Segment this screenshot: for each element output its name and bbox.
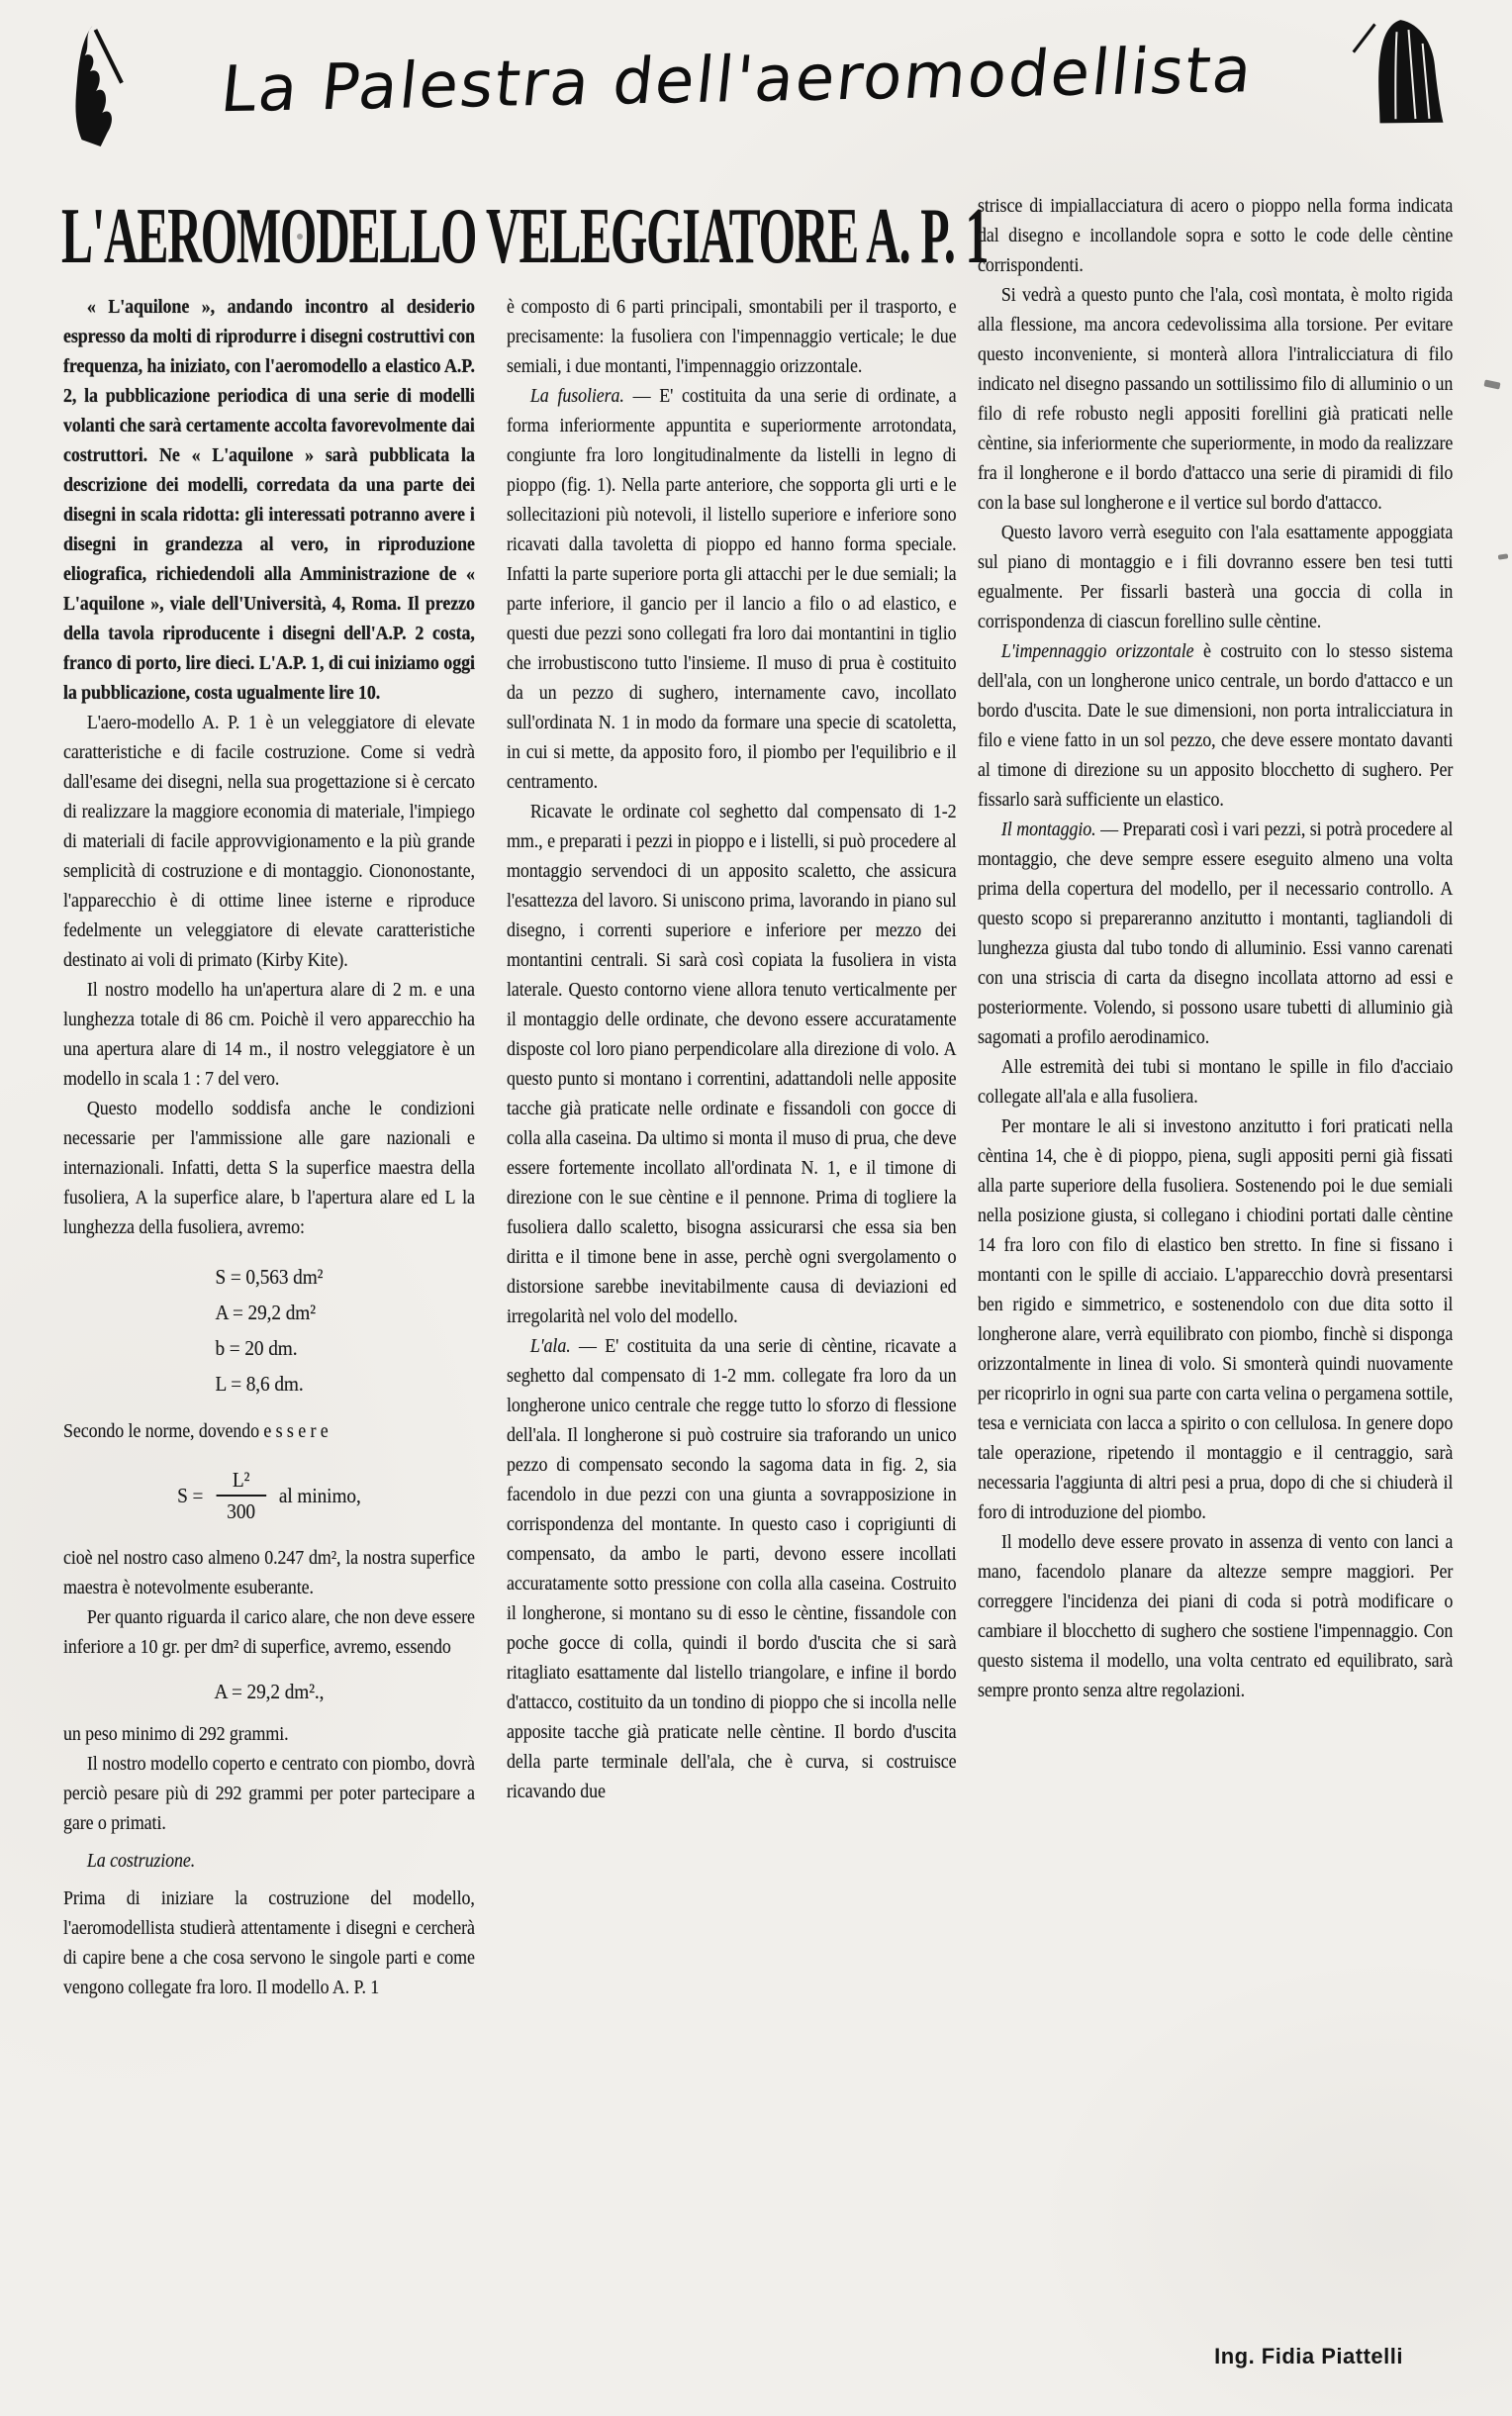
scan-artifact	[1498, 553, 1509, 559]
formula-block	[63, 1259, 475, 1401]
masthead-left-figure-ornament	[62, 21, 125, 153]
text-column-3	[978, 192, 1453, 2350]
masthead-title: La Palestra dell'aeromodellista	[217, 34, 1258, 128]
body-paragraph: « L'aquilone », andando incontro al desiderio espresso da molti di riprodurre i disegni costruttivi con frequenza, ha iniziato, con l'aeromodello a elastico A.P. 2, la pubblicazione periodica di una serie di modelli volanti che sarà certamente accolta favorevolmente dai costruttori. Ne « L'aquilone » sarà pubblicata la descrizione dei modelli, corredata da una parte dei disegni in scala ridotta: gli interessati potranno avere i disegni in grandezza al vero, in riproduzione eliografica, richiedendoli alla Amministrazione de « L'aquilone », viale dell'Università, 4, Roma. Il prezzo della tavola riproducente i disegni dell'A.P. 2 costa, franco di porto, lire dieci. L'A.P. 1, di cui iniziamo oggi la pubblicazione, costa ugualmente lire 10.	[63, 297, 475, 704]
body-paragraph: La fusoliera. — E' costituita da una serie di ordinate, a forma inferiormente appuntita e superiormente arrotondata, congiunte fra loro longitudinalmente da listelli in legno di pioppo (fig. 1). Nella parte anteriore, che sopporta gli urti e le sollecitazioni più notevoli, il listello superiore e inferiore sono ricavati dalla tavoletta di pioppo ed hanno forma speciale. Infatti la parte superiore porta gli attacchi per le due semiali; la parte inferiore, il gancio per il lancio a filo o ad elastico, e questi due pezzi sono collegati fra loro dai montantini in tiglio che irrobustiscono tutto l'insieme. Il muso di prua è costituito da un pezzo di sughero, internamente cavo, incollato sull'ordinata N. 1 in modo da formare una specie di scatoletta, in cui si mette, da apposito foro, il piombo per l'equilibrio e il centramento.	[507, 386, 957, 793]
body-paragraph: cioè nel nostro caso almeno 0.247 dm², la nostra superfice maestra è notevolmente esuberante.	[63, 1548, 475, 1598]
body-paragraph: Per montare le ali si investono anzitutto i fori praticati nella cèntina 14, che è di pioppo, piena, sugli appositi perni già fissati alla parte superiore della fusoliera. Sostenendo poi le due semiali nella posizione giusta, si collegano i chiodini portati dalle cèntine 14 fra loro con filo di elastico ben stretto. In fine si fissano i montanti con le spille di acciaio. L'apparecchio dovrà presentarsi ben rigido e simmetrico, e sostenendolo con due dita sotto il longherone alare, verrà equilibrato con piombo, finchè si disponga orizzontalmente in linea di volo. Si smonterà quindi nuovamente per ricoprirlo in ogni sua parte con carta velina o pergamena sottile, tesa e verniciata con lacca a spirito o con cellulosa. In genere dopo tale operazione, ripetendo il montaggio e il centraggio, sarà necessaria l'aggiunta di altri pesi a prua, dopo di che si chiuderà il foro di introduzione del piombo.	[978, 1116, 1454, 1523]
text-column-2	[507, 293, 956, 2416]
formula-line: b = 20 dm.	[215, 1336, 298, 1360]
body-paragraph: Alle estremità dei tubi si montano le spille in filo d'acciaio collegate all'ala e alla fusoliera.	[978, 1057, 1454, 1108]
body-paragraph: L'aero-modello A. P. 1 è un veleggiatore di elevate caratteristiche e di facile costruzione. Come si vedrà dall'esame dei disegni, nella sua progettazione si è cercato di realizzare la maggiore economia di materiale, l'impiego di materiali di facile approvvigionamento e la più grande semplicità di costruzione e di montaggio. Ciononostante, l'apparecchio è di ottime linee isterne e riproduce fedelmente un veleggiatore di elevate caratteristiche destinato ai voli di primato (Kirby Kite).	[63, 713, 475, 971]
scan-artifact	[297, 234, 303, 240]
body-paragraph: Ricavate le ordinate col seghetto dal compensato di 1-2 mm., e preparati i pezzi in pioppo e i listelli, si può procedere al montaggio servendoci di un apposito scaletto, che assicura l'esattezza del lavoro. Si uniscono prima, lavorando in piano sul disegno, i correnti superiore e inferiore per mezzo dei montantini centrali. Si sarà così copiata la fusoliera in vista laterale. Questo contorno viene allora tenuto verticalmente per il montaggio delle ordinate, che devono essere accuratamente disposte col loro piano perpendicolare alla direzione di volo. A questo punto si montano i correntini, adattandoli nelle apposite tacche già praticate nelle ordinate e fissandoli con gocce di colla alla caseina. Da ultimo si monta il muso di prua, che deve essere fortemente incollato all'ordinata N. 1, e il timone di direzione con le sue cèntine e il pennone. Prima di togliere la fusoliera dallo scaletto, bisogna assicurarsi che essa sia ben diritta e il timone bene in asse, perchè ogni svergolamento o distorsione sarebbe inevitabilmente causa di deviazioni ed irregolarità nel volo del modello.	[507, 802, 957, 1327]
body-paragraph: Il nostro modello coperto e centrato con piombo, dovrà perciò pesare più di 292 grammi per poter partecipare a gare o primati.	[63, 1754, 475, 1834]
formula-line: L = 8,6 dm.	[215, 1372, 304, 1396]
body-paragraph: Questo modello soddisfa anche le condizioni necessarie per l'ammissione alle gare nazionali e internazionali. Infatti, detta S la superfice maestra della fusoliera, A la superfice alare, b l'apertura alare ed L la lunghezza della fusoliera, avremo:	[63, 1099, 475, 1238]
paragraph-lead: La fusoliera.	[529, 386, 624, 407]
formula-line: A = 29,2 dm²	[215, 1301, 316, 1324]
masthead-right-figure-ornament	[1349, 17, 1449, 130]
body-paragraph: Per quanto riguarda il carico alare, che non deve essere inferiore a 10 gr. per dm² di superfice, avremo, essendo	[63, 1607, 475, 1658]
section-heading: La costruzione.	[86, 1851, 196, 1872]
body-paragraph: è composto di 6 parti principali, smontabili per il trasporto, e precisamente: la fusoliera con l'impennaggio verticale; le due semiali, i due montanti, l'impennaggio orizzontale.	[507, 297, 957, 377]
masthead	[62, 9, 1449, 152]
body-paragraph: Si vedrà a questo punto che l'ala, così montata, è molto rigida alla flessione, ma ancora cedevolissima alla torsione. Per evitare questo inconveniente, si monterà allora l'intralicciatura di filo indicato nel disegno passando un sottilissimo filo di alluminio o un filo di refe robusto negli appositi forellini già praticati nelle cèntine, sia inferiormente che superiormente, in modo da realizzare fra il longherone e il bordo d'attacco una serie di piramidi di filo con la base sul longherone e il vertice sul bordo d'attacco.	[978, 285, 1454, 514]
body-paragraph: L'impennaggio orizzontale è costruito con lo stesso sistema dell'ala, con un longherone unico centrale, un bordo d'attacco e un bordo d'uscita. Date le sue dimensioni, non porta intralicciatura in filo e viene fatto in un sol pezzo, che deve essere montato davanti al timone di direzione su un apposito blocchetto di sughero. Per fissarlo sarà sufficiente un elastico.	[978, 641, 1454, 811]
article-title: L'AEROMODELLO VELEGGIATORE A. P. 1	[61, 192, 989, 280]
body-paragraph: Il montaggio. — Preparati così i vari pezzi, si potrà procedere al montaggio, che deve sempre essere eseguito almeno una volta prima della copertura del modello, per il necessario controllo. A questo scopo si prepareranno anzitutto i montanti, tagliandoli di lunghezza giusta dal tubo tondo di alluminio. Essi vanno carenati con una striscia di carta da disegno incollata attorno ad essi e posteriormente. Volendo, si possono usare tubetti di alluminio già sagomati a profilo aerodinamico.	[978, 820, 1454, 1048]
paragraph-lead: Il montaggio.	[1000, 820, 1096, 840]
formula: A = 29,2 dm².,	[214, 1680, 325, 1703]
scan-artifact	[1483, 379, 1500, 389]
body-paragraph: Secondo le norme, dovendo e s s e r e	[63, 1421, 329, 1442]
fraction	[216, 1465, 266, 1526]
fraction-numerator: L²	[232, 1468, 250, 1492]
body-paragraph: Prima di iniziare la costruzione del modello, l'aeromodellista studierà attentamente i disegni e cercherà di capire bene a che cosa servono le singole parti e come vengono collegate fra loro. Il modello A. P. 1	[63, 1888, 475, 1998]
paragraph-lead: L'impennaggio orizzontale	[1000, 641, 1194, 662]
author-signature: Ing. Fidia Piattelli	[1214, 2344, 1403, 2368]
body-paragraph: Questo lavoro verrà eseguito con l'ala esattamente appoggiata sul piano di montaggio e i fili dovranno essere ben tesi tutti egualmente. Per fissarli basterà una goccia di colla in corrispondenza di ciascun forellino sulle cèntine.	[978, 523, 1454, 632]
formula-fraction	[63, 1465, 475, 1526]
text-column-1	[63, 293, 475, 2352]
formula-line: S = 0,563 dm²	[215, 1265, 324, 1289]
paragraph-lead: L'ala.	[529, 1336, 571, 1357]
formula-lines	[215, 1259, 323, 1401]
fraction-denominator: 300	[216, 1495, 266, 1526]
body-paragraph: Il nostro modello ha un'apertura alare di 2 m. e una lunghezza totale di 86 cm. Poichè il vero apparecchio ha una apertura alare di 14 m., il nostro veleggiatore è un modello in scala 1 : 7 del vero.	[63, 980, 475, 1090]
body-paragraph: Il modello deve essere provato in assenza di vento con lanci a mano, facendolo planare da altezze sempre maggiori. Per correggere l'incidenza dei piani di coda si potrà modificare o cambiare il blocchetto di sughero che sostiene l'impennaggio. Con questo sistema il modello, una volta centrato ed equilibrato, sarà sempre pronto senza altre regolazioni.	[978, 1532, 1454, 1701]
body-paragraph: strisce di impiallacciatura di acero o pioppo nella forma indicata dal disegno e incollandole sopra e sotto le code delle cèntine corrispondenti.	[978, 196, 1454, 276]
body-paragraph: un peso minimo di 292 grammi.	[63, 1724, 289, 1745]
body-paragraph: L'ala. — E' costituita da una serie di cèntine, ricavate a seghetto dal compensato di 1-2 mm. collegate fra loro da un longherone unico centrale che regge tutto lo sforzo di flessione dell'ala. Il longherone si può costruire sia traforando un unico pezzo di compensato secondo la sagoma data in fig. 2, sia facendolo in due pezzi con una giunta a sovrapposizione in corrispondenza del montante. In questo caso i coprigiunti di compensato, da ambo le parti, devono essere incollati accuratamente sotto pressione con colla alla caseina. Costruito il longherone, si montano su di esso le cèntine, fissandole con poche gocce di colla, quindi il bordo d'uscita che si sarà ritagliato esattamente dal listello triangolare, e infine il bordo d'attacco, costituito da un tondino di pioppo che si incolla nelle apposite tacche già praticate nelle cèntine. Il bordo d'uscita della parte terminale dell'ala, che è curva, si costruisce ricavando due	[507, 1336, 957, 1802]
fraction-note: al minimo,	[278, 1484, 361, 1507]
fraction-lhs: S =	[177, 1484, 204, 1507]
